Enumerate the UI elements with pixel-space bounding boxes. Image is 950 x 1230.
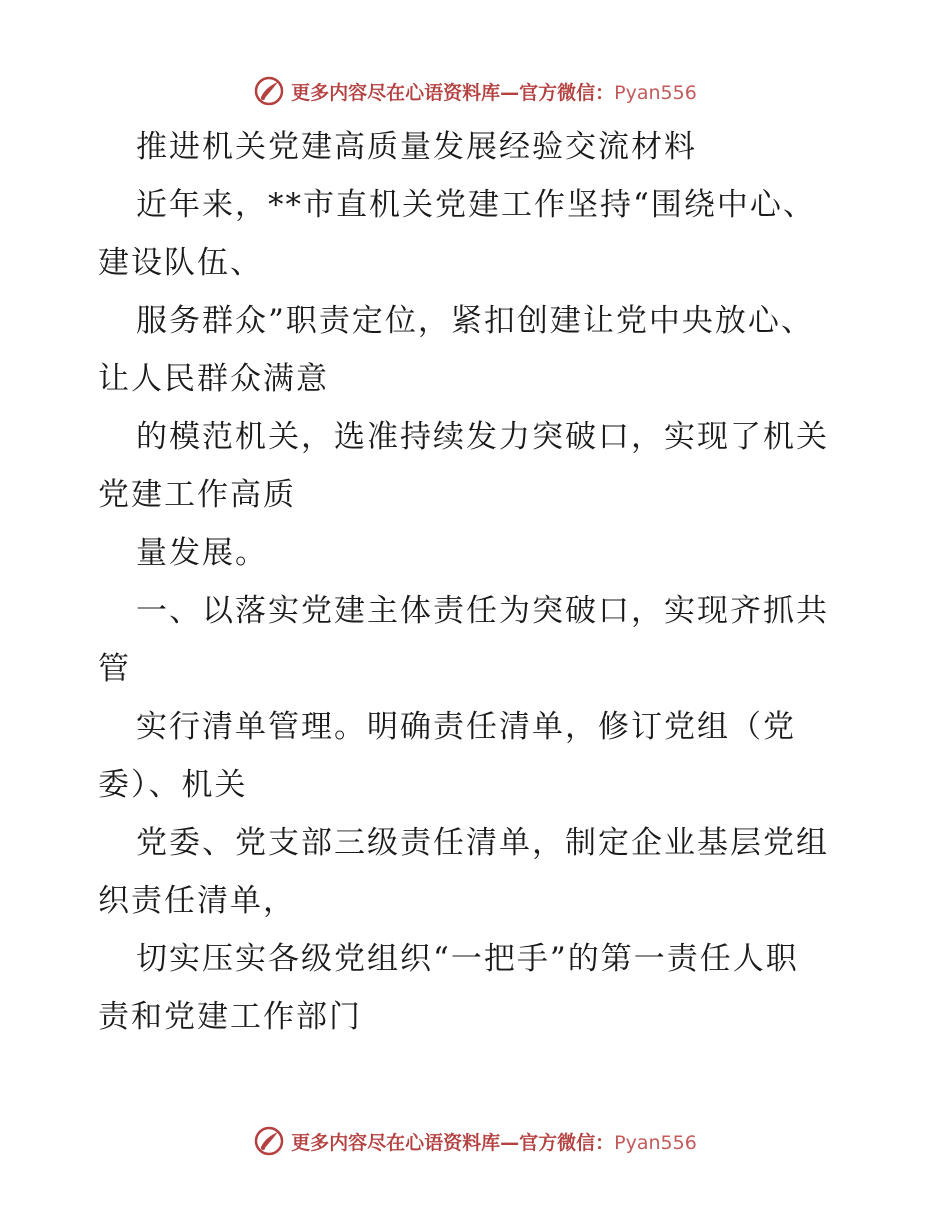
text-line: 管 — [98, 651, 131, 687]
brush-seal-icon — [253, 1125, 285, 1157]
text-line: 近年来，**市直机关党建工作坚持“围绕中心、 — [136, 187, 816, 223]
watermark-brand: 更多内容尽在心语资料库—官方微信： — [291, 81, 615, 104]
text-line: 的模范机关，选准持续发力突破口，实现了机关 — [136, 419, 829, 455]
watermark-text — [291, 78, 697, 105]
text-line: 实行清单管理。明确责任清单，修订党组（党 — [136, 709, 796, 745]
text-line: 建设队伍、 — [98, 245, 263, 281]
text-line: 党建工作高质 — [98, 477, 296, 513]
watermark-text — [291, 1128, 697, 1155]
text-line: 责和党建工作部门 — [98, 999, 362, 1035]
watermark-contact: Pyan556 — [614, 1131, 697, 1154]
text-line: 切实压实各级党组织“一把手”的第一责任人职 — [136, 941, 799, 977]
text-line: 一、以落实党建主体责任为突破口，实现齐抓共 — [136, 593, 829, 629]
watermark-contact: Pyan556 — [614, 81, 697, 104]
text-line: 服务群众”职责定位，紧扣创建让党中央放心、 — [136, 303, 814, 339]
text-line: 量发展。 — [136, 535, 268, 571]
document-body — [98, 118, 858, 1046]
watermark-brand: 更多内容尽在心语资料库—官方微信： — [291, 1131, 615, 1154]
text-line: 推进机关党建高质量发展经验交流材料 — [136, 129, 697, 165]
text-line: 党委、党支部三级责任清单，制定企业基层党组 — [136, 825, 829, 861]
brush-seal-icon — [253, 75, 285, 107]
text-line: 让人民群众满意 — [98, 361, 329, 397]
text-line: 织责任清单， — [98, 883, 296, 919]
footer-watermark — [0, 1121, 950, 1161]
header-watermark — [0, 71, 950, 111]
text-line: 委）、机关 — [98, 767, 248, 803]
